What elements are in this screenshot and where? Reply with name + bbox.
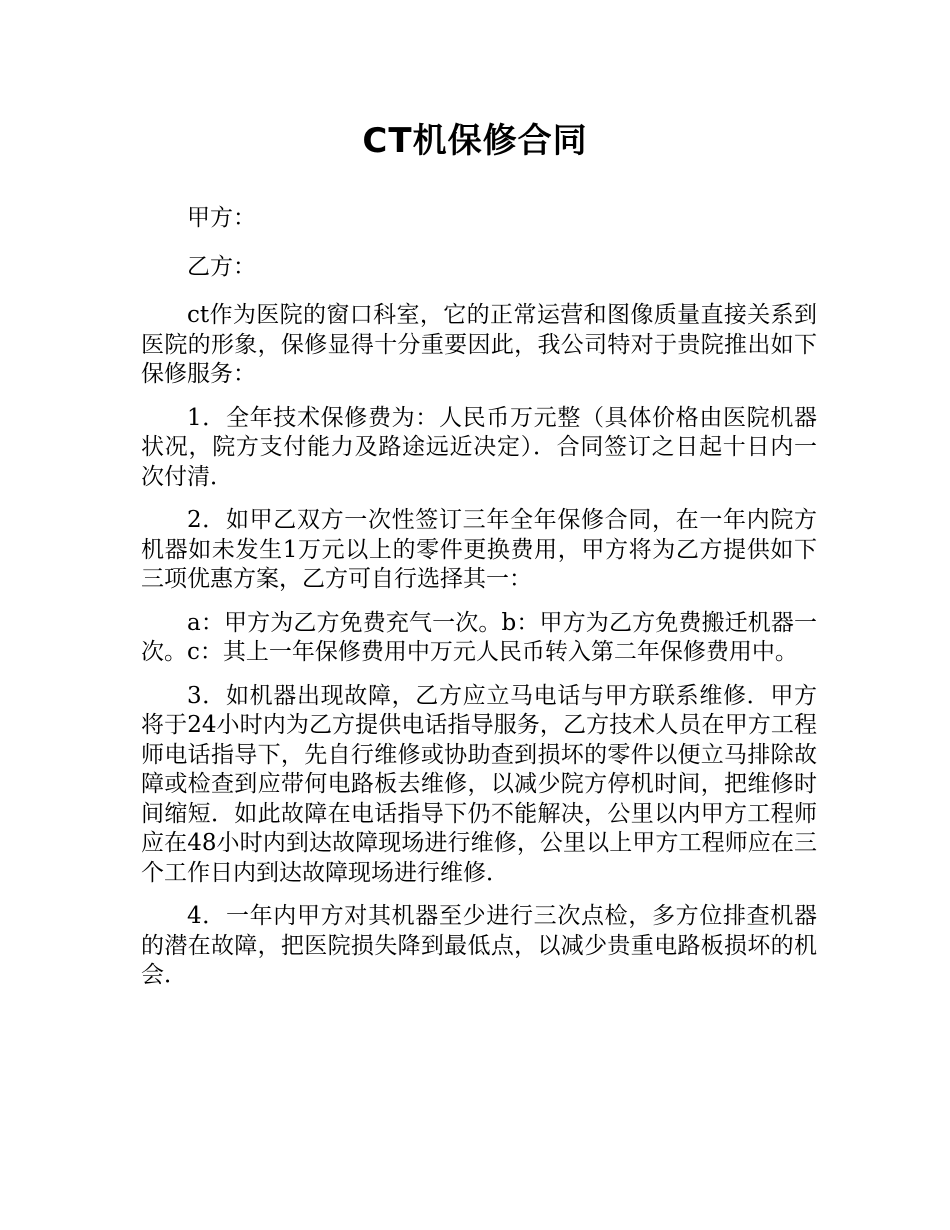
party-a-line: 甲方：	[187, 205, 256, 231]
document-title: CT机保修合同	[362, 121, 588, 161]
clause-4: 4．一年内甲方对其机器至少进行三次点检，多方位排查机器的潜在故障，把医院损失降到最低点，以减少贵重电路板损坏的机会．	[141, 903, 817, 988]
clause-3: 3．如机器出现故障，乙方应立马电话与甲方联系维修．甲方将于24小时内为乙方提供电话指导服务，乙方技术人员在甲方工程师电话指导下，先自行维修或协助查到损坏的零件以便立马排除故障或检查到应带何电路板去维修，以减少院方停机时间，把维修时间缩短．如此故障在电话指导下仍不能解决，公里以内甲方工程师应在48小时内到达故障现场进行维修，公里以上甲方工程师应在三个工作日内到达故障现场进行维修．	[141, 682, 817, 886]
party-b-line: 乙方：	[187, 253, 256, 280]
clause-2-options: a：甲方为乙方免费充气一次。b：甲方为乙方免费搬迁机器一次。c：其上一年保修费用中万元人民币转入第二年保修费用中。	[141, 609, 817, 665]
clause-2: 2．如甲乙双方一次性签订三年全年保修合同，在一年内院方机器如未发生1万元以上的零件更换费用，甲方将为乙方提供如下三项优惠方案，乙方可自行选择其一：	[141, 507, 817, 592]
document-body	[141, 204, 817, 1005]
clause-1: 1．全年技术保修费为：人民币万元整（具体价格由医院机器状况，院方支付能力及路途远近决定）．合同签订之日起十日内一次付清．	[141, 404, 817, 490]
intro-paragraph: ct作为医院的窗口科室，它的正常运营和图像质量直接关系到医院的形象，保修显得十分重要因此，我公司特对于贵院推出如下保修服务：	[141, 302, 817, 387]
